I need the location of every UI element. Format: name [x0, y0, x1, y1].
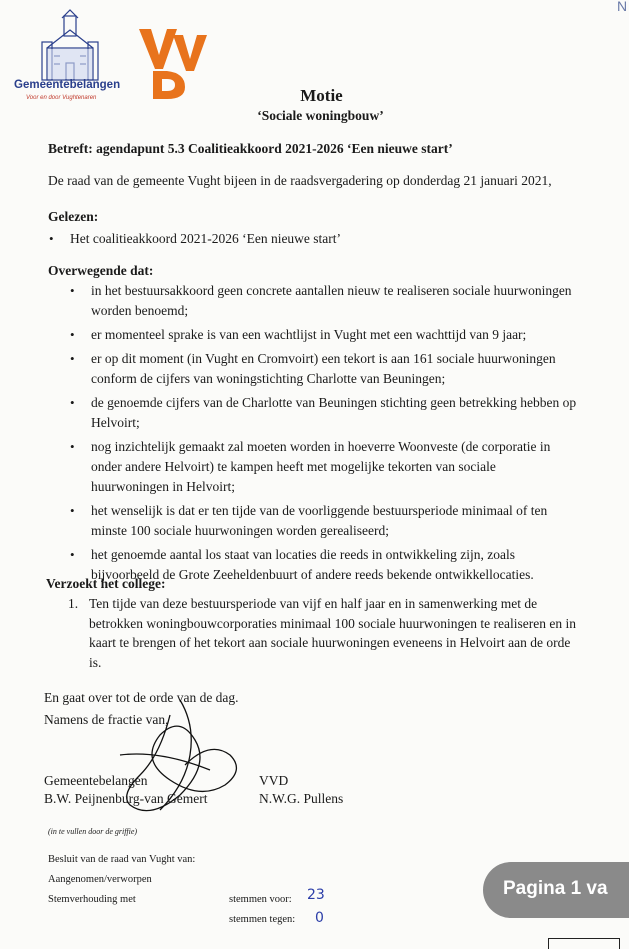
page-corner-mark: N [617, 0, 628, 14]
list-item: • nog inzichtelijk gemaakt zal moeten worden in hoeverre Woonveste (de corporatie in onder andere Helvoirt) te kampen heeft met mogelijke tekorten van sociale huurwoningen in Helvoirt; [91, 437, 576, 497]
list-item: • Het coalitieakkoord 2021-2026 ‘Een nieuwe start’ [70, 229, 341, 249]
verzoekt-paragraph: Ten tijde van deze bestuursperiode van vijf en half jaar en in samenwerking met de betrokken woningbouwcorporaties minimaal 100 sociale huurwoningen te realiseren en in kaart te brengen of het tekort aan sociale huurwoningen eveneens in Helvoirt aan de orde is. [89, 596, 576, 670]
list-item: • er op dit moment (in Vught en Cromvoirt) een tekort is aan 161 sociale huurwoningen conform de cijfers van woningstichting Charlotte van Beuningen; [91, 349, 576, 389]
stemmen-tegen-value: 0 [315, 910, 324, 926]
overwegende-heading: Overwegende dat: [48, 263, 154, 278]
namens-line: Namens de fractie van, [44, 712, 169, 727]
signatory-party-vvd: VVD [259, 773, 289, 788]
gelezen-heading: Gelezen: [48, 209, 99, 224]
besluit-line: Besluit van de raad van Vught van: [48, 854, 196, 865]
signatory-name-gemeentebelangen: B.W. Peijnenburg-van Gemert [44, 791, 208, 806]
stemmen-voor-label: stemmen voor: [229, 894, 292, 905]
list-item: • het genoemde aantal los staat van locaties die reeds in ontwikkeling zijn, zoals bijvoorbeeld de Grote Zeeheldenbuurt of andere reeds bekende ontwikkellocaties. [91, 545, 576, 585]
signatory-name-vvd: N.W.G. Pullens [259, 791, 344, 806]
betreft-line: Betreft: agendapunt 5.3 Coalitieakkoord 2021-2026 ‘Een nieuwe start’ [48, 141, 453, 156]
overwegende-list [91, 281, 576, 589]
closing-line: En gaat over tot de orde van de dag. [44, 690, 239, 705]
gemeentebelangen-logo-tagline: Voor en door Vughtenaren [26, 95, 97, 101]
intro-paragraph: De raad van de gemeente Vught bijeen in de raadsvergadering op donderdag 21 januari 2021, [48, 173, 552, 188]
gemeentebelangen-logo-name: Gemeentebelangen [14, 79, 121, 91]
motion-subtitle: ‘Sociale woningbouw’ [257, 108, 384, 123]
list-item: • het wenselijk is dat er ten tijde van de voorliggende bestuursperiode minimaal of ten minste 100 sociale huurwoningen worden gerealiseerd; [91, 501, 576, 541]
stemmen-voor-value: 23 [307, 887, 325, 903]
griffie-note: (in te vullen door de griffie) [48, 827, 138, 836]
list-item: • in het bestuursakkoord geen concrete aantallen nieuw te realiseren sociale huurwoningen worden benoemd; [91, 281, 576, 321]
gelezen-list [70, 229, 341, 249]
signatory-party-gemeentebelangen: Gemeentebelangen [44, 773, 148, 788]
aangenomen-line: Aangenomen/verworpen [48, 874, 152, 885]
verzoekt-heading: Verzoekt het college: [46, 576, 166, 591]
motion-title: Motie [300, 86, 343, 105]
list-item: • er momenteel sprake is van een wachtlijst in Vught met een wachttijd van 9 jaar; [91, 325, 576, 345]
stemverhouding-line: Stemverhouding met [48, 894, 136, 905]
stemmen-tegen-label: stemmen tegen: [229, 914, 296, 925]
verzoekt-number: 1. [68, 596, 79, 611]
list-item: • de genoemde cijfers van de Charlotte van Beuningen stichting geen betrekking hebben op Helvoirt; [91, 393, 576, 433]
bottom-box-edge [548, 938, 620, 949]
page-indicator-text: Pagina 1 va [503, 878, 608, 899]
